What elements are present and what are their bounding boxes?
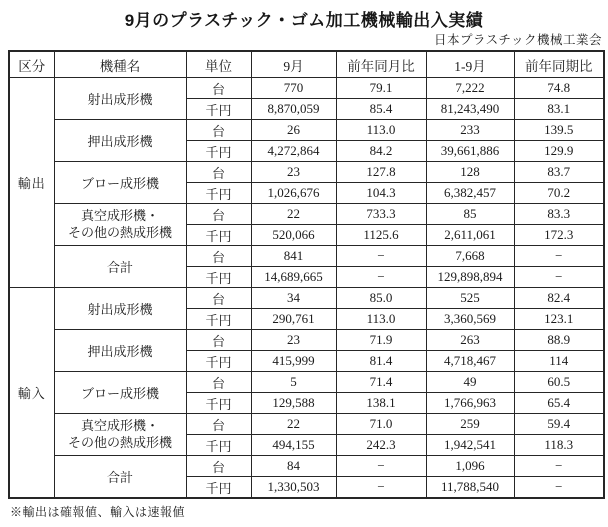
value-cell: − [336,456,426,477]
unit-cell: 台 [186,246,251,267]
table-row [9,330,604,351]
value-cell: 81.4 [336,351,426,372]
value-cell: 113.0 [336,120,426,141]
value-cell: 74.8 [514,78,604,99]
machine-name-cell: 射出成形機 [54,78,186,120]
value-cell: 85.0 [336,288,426,309]
value-cell: 71.0 [336,414,426,435]
value-cell: 84.2 [336,141,426,162]
table-row [9,372,604,393]
value-cell: 4,718,467 [426,351,514,372]
value-cell: 1125.6 [336,225,426,246]
table-row [9,456,604,477]
value-cell: 259 [426,414,514,435]
unit-cell: 台 [186,204,251,225]
value-cell: 8,870,059 [251,99,336,120]
col-header-jan-sep: 1-9月 [426,51,514,78]
value-cell: 5 [251,372,336,393]
value-cell: − [514,246,604,267]
value-cell: 494,155 [251,435,336,456]
value-cell: 23 [251,162,336,183]
col-header-yoy-month: 前年同月比 [336,51,426,78]
value-cell: 2,611,061 [426,225,514,246]
value-cell: 39,661,886 [426,141,514,162]
export-import-table [8,50,605,499]
category-cell-import: 輸入 [9,288,54,499]
value-cell: 242.3 [336,435,426,456]
value-cell: 22 [251,204,336,225]
value-cell: 88.9 [514,330,604,351]
value-cell: 138.1 [336,393,426,414]
machine-name-line2: その他の熱成形機 [67,434,172,450]
table-row [9,414,604,435]
value-cell: 7,668 [426,246,514,267]
table-row [9,120,604,141]
machine-name-line1: 真空成形機・ [80,418,159,434]
value-cell: 83.3 [514,204,604,225]
value-cell: 841 [251,246,336,267]
value-cell: 59.4 [514,414,604,435]
value-cell: 83.1 [514,99,604,120]
value-cell: 1,942,541 [426,435,514,456]
machine-name-cell: 押出成形機 [54,330,186,372]
value-cell: 415,999 [251,351,336,372]
value-cell: − [336,267,426,288]
value-cell: 7,222 [426,78,514,99]
unit-cell: 千円 [186,351,251,372]
value-cell: 70.2 [514,183,604,204]
col-header-yoy-period: 前年同期比 [514,51,604,78]
col-header-category: 区分 [9,51,54,78]
value-cell: 129.9 [514,141,604,162]
value-cell: − [514,477,604,499]
col-header-september: 9月 [251,51,336,78]
table-row [9,246,604,267]
value-cell: 82.4 [514,288,604,309]
value-cell: 1,096 [426,456,514,477]
value-cell: 71.9 [336,330,426,351]
machine-name-cell: 押出成形機 [54,120,186,162]
value-cell: 263 [426,330,514,351]
header-row [9,51,604,78]
value-cell: 60.5 [514,372,604,393]
value-cell: 520,066 [251,225,336,246]
unit-cell: 台 [186,120,251,141]
value-cell: 81,243,490 [426,99,514,120]
unit-cell: 台 [186,456,251,477]
value-cell: 123.1 [514,309,604,330]
value-cell: 83.7 [514,162,604,183]
unit-cell: 千円 [186,309,251,330]
value-cell: 49 [426,372,514,393]
total-label-cell: 合計 [54,246,186,288]
unit-cell: 千円 [186,141,251,162]
value-cell: 14,689,665 [251,267,336,288]
machine-name-cell [54,204,186,246]
table-row [9,288,604,309]
value-cell: − [336,477,426,499]
machine-name-cell: ブロー成形機 [54,162,186,204]
value-cell: 84 [251,456,336,477]
col-header-machine-type: 機種名 [54,51,186,78]
value-cell: 118.3 [514,435,604,456]
value-cell: 233 [426,120,514,141]
value-cell: 85 [426,204,514,225]
unit-cell: 千円 [186,225,251,246]
value-cell: 79.1 [336,78,426,99]
unit-cell: 台 [186,372,251,393]
value-cell: 104.3 [336,183,426,204]
value-cell: 114 [514,351,604,372]
value-cell: 22 [251,414,336,435]
value-cell: 65.4 [514,393,604,414]
value-cell: 290,761 [251,309,336,330]
value-cell: 113.0 [336,309,426,330]
total-label-cell: 合計 [54,456,186,499]
unit-cell: 千円 [186,393,251,414]
value-cell: 139.5 [514,120,604,141]
value-cell: 770 [251,78,336,99]
machine-name-cell [54,414,186,456]
value-cell: 1,330,503 [251,477,336,499]
machine-name-line1: 真空成形機・ [80,208,159,224]
col-header-unit: 単位 [186,51,251,78]
value-cell: 172.3 [514,225,604,246]
category-cell-export: 輸出 [9,78,54,288]
page-title: 9月のプラスチック・ゴム加工機械輸出入実績 [124,11,484,30]
value-cell: 129,588 [251,393,336,414]
value-cell: 129,898,894 [426,267,514,288]
organization-name: 日本プラスチック機械工業会 [433,33,602,47]
value-cell: 4,272,864 [251,141,336,162]
unit-cell: 千円 [186,435,251,456]
value-cell: 6,382,457 [426,183,514,204]
table-row [9,162,604,183]
value-cell: − [336,246,426,267]
machine-name-cell: 射出成形機 [54,288,186,330]
value-cell: − [514,456,604,477]
value-cell: 23 [251,330,336,351]
value-cell: − [514,267,604,288]
value-cell: 26 [251,120,336,141]
value-cell: 525 [426,288,514,309]
unit-cell: 台 [186,414,251,435]
unit-cell: 千円 [186,183,251,204]
unit-cell: 台 [186,162,251,183]
value-cell: 85.4 [336,99,426,120]
value-cell: 3,360,569 [426,309,514,330]
unit-cell: 千円 [186,477,251,499]
unit-cell: 台 [186,288,251,309]
unit-cell: 千円 [186,267,251,288]
value-cell: 1,026,676 [251,183,336,204]
unit-cell: 台 [186,78,251,99]
table-row [9,78,604,99]
machine-name-cell: ブロー成形機 [54,372,186,414]
footnote: ※輸出は確報値、輸入は速報値 [10,505,186,519]
value-cell: 71.4 [336,372,426,393]
value-cell: 1,766,963 [426,393,514,414]
value-cell: 733.3 [336,204,426,225]
value-cell: 128 [426,162,514,183]
unit-cell: 千円 [186,99,251,120]
value-cell: 11,788,540 [426,477,514,499]
value-cell: 34 [251,288,336,309]
table-row [9,204,604,225]
value-cell: 127.8 [336,162,426,183]
unit-cell: 台 [186,330,251,351]
machine-name-line2: その他の熱成形機 [67,224,172,240]
